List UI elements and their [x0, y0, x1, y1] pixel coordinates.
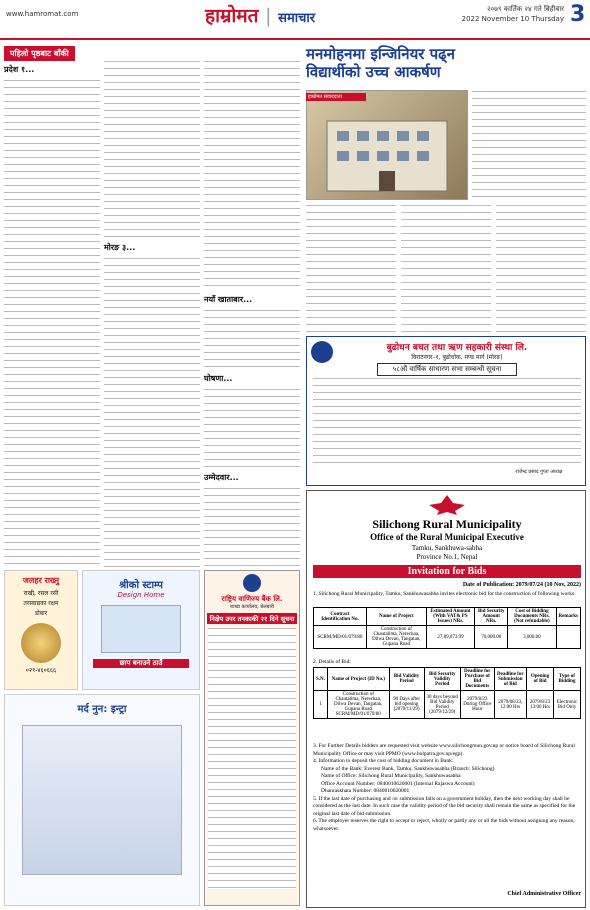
- ad-title: जलहर राख्नु: [22, 576, 60, 585]
- tender-items: [313, 743, 581, 833]
- date-english: 2022 November 10 Thursday: [461, 15, 564, 23]
- tender-address-2: Province No.1, Nepal: [416, 553, 478, 561]
- tender-pub-date: Date of Publication: 2079/07/24 (10 Nov, 2022): [462, 582, 581, 588]
- newspaper-logo: [205, 2, 365, 28]
- article-title-ghoshana: घोषणा...: [204, 374, 233, 383]
- table-row: [314, 691, 581, 719]
- article-body-text: [472, 90, 586, 200]
- header-date: [444, 4, 564, 24]
- ad-title: मर्द नुन: इन्ट्रा: [77, 704, 127, 715]
- tender-intro: 1. Silichong Rural Municipality, Tamku, Sankhuwasabha invites electronic bid for the construction of following works.: [313, 591, 576, 597]
- table-header: Deadline for Submission of Bid: [494, 668, 527, 691]
- article-body-text: [204, 388, 300, 468]
- tender-item: 6. The employer reserves the right to accept or reject, wholly or partly any or all the bids without assigning any reason, whatsoever.: [313, 818, 575, 832]
- logo-separator: |: [265, 5, 272, 27]
- notice-org: बुढोधन बचत तथा ऋण सहकारी संस्था लि.: [386, 343, 528, 353]
- table-row: [314, 626, 581, 649]
- tender-banner: Invitation for Bids: [313, 565, 581, 578]
- tender-table-2: [313, 667, 581, 719]
- product-image: [22, 725, 182, 875]
- ad-line: Design Home: [117, 591, 165, 599]
- bank-sub: शाखा कार्यालय, बेलबारी: [229, 604, 275, 610]
- bank-logo-icon: [243, 574, 261, 592]
- table-cell: Construction of Chautalima, Nerechaa, Dilwa Devan, Tangatan, Gupana Road: [366, 626, 426, 649]
- article-title-khatabar: नयाँ खाताबार...: [204, 295, 253, 304]
- table-cell: Construction of Chautalima, Nerechaa, Dilwa Devan, Tangatan, Gupana Road SCRM/MD/01/079/80: [327, 691, 389, 719]
- tender-details-label: 2. Details of Bid:: [313, 659, 351, 665]
- table-header: Name of Project (ID No.): [327, 668, 389, 691]
- bank-notice: [204, 570, 300, 906]
- ad-stamp: [82, 570, 200, 690]
- ad-jewellery: [4, 570, 78, 690]
- logo-main: हाम्रोमत: [205, 5, 259, 27]
- table-header: Bid Security Validity Period: [424, 668, 460, 691]
- feature-body: [306, 204, 586, 332]
- tender-title: Silichong Rural Municipality: [372, 517, 522, 531]
- date-nepali: २०७९ कार्तिक २४ गते बिहीबार: [486, 5, 564, 13]
- feature-headline-line1: मनमोहनमा इन्जिनियर पढ्न: [306, 45, 455, 63]
- article-body-text: [306, 204, 396, 332]
- tender-notice: [306, 490, 586, 908]
- page-number: 3: [570, 2, 586, 27]
- table-cell: 27,89,073.99: [426, 626, 474, 649]
- table-cell: Electronic Bid Only: [553, 691, 580, 719]
- bank-title: राष्ट्रिय वाणिज्य बैंक लि.: [221, 595, 283, 603]
- table-header-row: [314, 668, 581, 691]
- feature-column-right: [472, 90, 586, 200]
- table-cell: 2079/8/23 13:00 Hrs: [527, 691, 554, 719]
- article-body-text: [4, 79, 100, 567]
- tender-item: Name of Office: Silichong Rural Municipality, Sankhuwasabha: [321, 773, 461, 779]
- ad-title: श्रीको स्टाम्प: [119, 580, 163, 591]
- tender-signer: Chief Administrative Officer: [507, 891, 581, 897]
- tender-item: 4. Information to deposit the cost of bidding document in Bank:: [313, 758, 454, 764]
- table-cell: 3,000.00: [508, 626, 556, 649]
- tender-item: 3. For Further Details bidders are requested visit website www.silichongmun.gov.np or notice board of Silichong Rural Municipality Office or may visit PPMO (www.bolpatra.gov.np/egp).: [313, 743, 575, 757]
- ad-line: छाप बनाउने ठाउँ: [93, 659, 189, 668]
- article-body-text: [204, 60, 300, 290]
- notice-title: ५८औं वार्षिक साधारण सभा सम्बन्धी सूचना: [377, 363, 517, 376]
- building-icon: [307, 91, 469, 201]
- tender-item: Office Account Number: 0840010620001 (Internal Rajaswa Account): [321, 780, 475, 787]
- tender-item: 5. If the last date of purchasing and /or submission falls on a government holiday, then the next working day shall be considered as the last date. In such case the validity period of the bid security shall remain the same as specified for the original last date of bid submission.: [313, 795, 576, 817]
- cooperative-logo-icon: [311, 341, 333, 363]
- table-cell: 30 days beyond Bid Validity Period (2079/12/29): [424, 691, 460, 719]
- stamp-icon: [101, 605, 181, 653]
- ad-line: डोबार: [34, 610, 48, 617]
- table-header: Estimated Amount (With VAT& PS Issues) NRs.: [426, 608, 474, 626]
- table-cell: 2079/8/23 During Office Hour: [460, 691, 494, 719]
- table-header: Contract Identification No.: [314, 608, 367, 626]
- tender-item: Name of the Bank: Everest Bank, Tamku, Sankhuwasabha (Branch: Silichong): [321, 765, 495, 772]
- table-header: Name of Project: [366, 608, 426, 626]
- cooperative-notice: [306, 336, 586, 486]
- article-body-text: [104, 60, 200, 238]
- table-cell: 2079/08/23, 12:00 Hrs: [494, 691, 527, 719]
- ad-line: तरस्वाद्यका रक्षम: [23, 600, 59, 607]
- tender-office: Office of the Rural Municipal Executive: [370, 532, 524, 542]
- feature-photo: [306, 90, 468, 200]
- gold-ornament-icon: [21, 623, 61, 663]
- table-cell: 1: [314, 691, 328, 719]
- table-header: Cost of Bidding Documents NRs. (Not refundable): [508, 608, 556, 626]
- article-column-3: [204, 60, 300, 565]
- article-title-province: प्रदेश १...: [4, 65, 35, 74]
- tender-address-1: Tamku, Sankhuwa-sabha: [411, 544, 483, 552]
- table-cell: 90 Days after bid opening (2079/11/29): [389, 691, 424, 719]
- ad-line: राखी, रसल रसी: [23, 590, 59, 597]
- feature-headline: [306, 45, 586, 81]
- logo-sub: समाचार: [278, 11, 316, 26]
- notice-signer: राजेन्द्र प्रसाद गुप्ता अध्यक्ष: [515, 469, 563, 475]
- website-url[interactable]: www.hamromat.com: [6, 10, 79, 18]
- feature-byline: हाम्रोमत संवाददाता: [306, 93, 366, 101]
- table-header: Remarks: [556, 608, 581, 626]
- table-cell: [556, 626, 581, 649]
- table-header: Bid Validity Period: [389, 668, 424, 691]
- table-header: Deadline for Purchase of Bid Documents: [460, 668, 494, 691]
- article-body-text: [204, 309, 300, 369]
- bank-headline: निक्षेप उपर तनकाकी २१ दिने सूचना: [207, 613, 297, 624]
- bank-notice-body: [208, 627, 296, 889]
- nepal-emblem-icon: [425, 493, 469, 517]
- table-header: Bid Security Amount NRs.: [475, 608, 508, 626]
- article-title-morang: मोरङ ३...: [104, 243, 136, 252]
- article-body-text: [204, 487, 300, 575]
- table-cell: 70,000.00: [475, 626, 508, 649]
- table-header: S.N.: [314, 668, 328, 691]
- table-header: Type of Bidding: [553, 668, 580, 691]
- notice-body: [313, 377, 581, 465]
- table-header-row: [314, 608, 581, 626]
- feature-headline-line2: विद्यार्थीको उच्च आकर्षण: [306, 63, 441, 81]
- article-body-text: [104, 257, 200, 567]
- ad-intra: [4, 694, 200, 906]
- tender-item: Dhanraskhata Number: 0840010620001: [321, 788, 410, 794]
- article-column-2: [104, 60, 200, 565]
- section-tag: पहिलो पृष्ठबाट बाँकी: [4, 46, 75, 61]
- article-body-text: [401, 204, 491, 332]
- table-header: Opening of Bid: [527, 668, 554, 691]
- article-title-candidate: उम्मेदवार...: [204, 473, 239, 482]
- notice-address: विराटनगर–१, बुढोधोक, मण्ड मार्ग (मोरङ): [411, 354, 503, 361]
- ad-phone: ०२१-४६०६६६: [25, 667, 57, 674]
- article-body-text: [496, 204, 586, 332]
- table-cell: SCRM/MD/01/079/80: [314, 626, 367, 649]
- tender-table-1: [313, 607, 581, 649]
- article-column-1: [4, 60, 100, 565]
